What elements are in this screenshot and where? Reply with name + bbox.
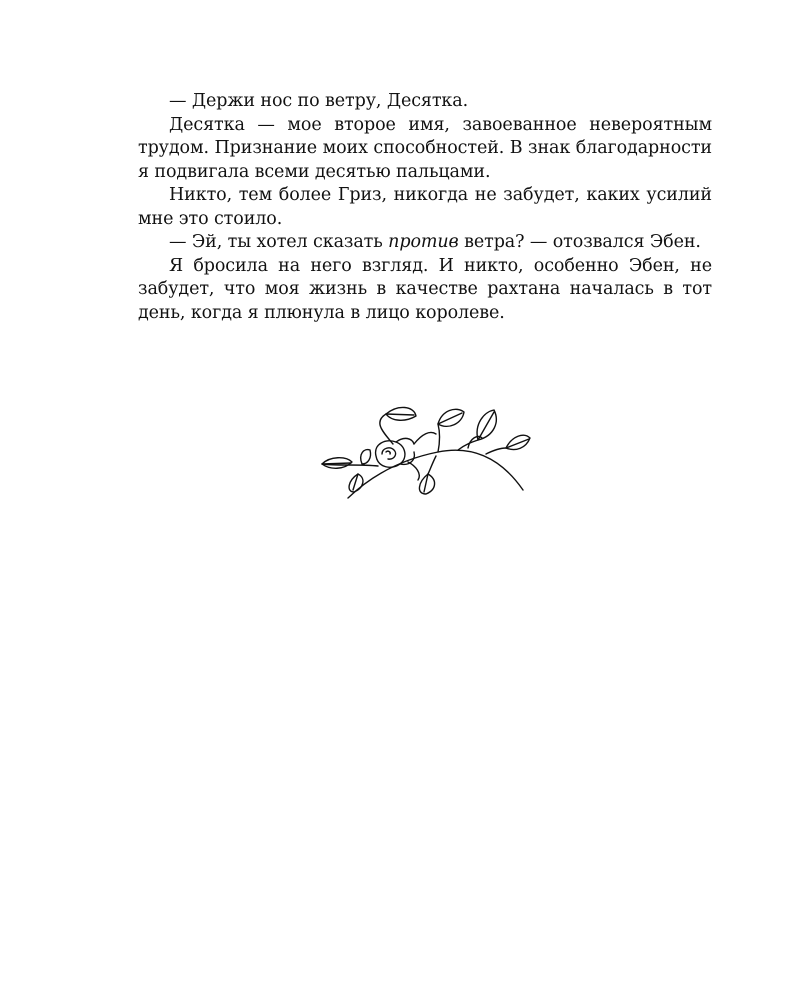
paragraph-1: — Держи нос по ветру, Десятка. (169, 91, 469, 111)
rose-branch-icon (318, 404, 532, 502)
body-text (138, 90, 712, 325)
paragraph-5: Я бросила на него взгляд. И никто, особенно Эбен, не забудет, что моя жизнь в качестве рахтана началась в тот день, когда я плюнула в лицо королеве. (138, 255, 712, 323)
paragraph-4: — Эй, ты хотел сказать против ветра? — отозвался Эбен. (169, 232, 701, 252)
emphasized-word: против (388, 232, 459, 252)
paragraph-3: Никто, тем более Гриз, никогда не забудет, каких усилий мне это стоило. (138, 185, 712, 229)
paragraph-2: Десятка — мое второе имя, завоеванное невероятным трудом. Признание моих способностей. В знак благодарности я подвигала всеми десятью пальцами. (138, 114, 712, 182)
